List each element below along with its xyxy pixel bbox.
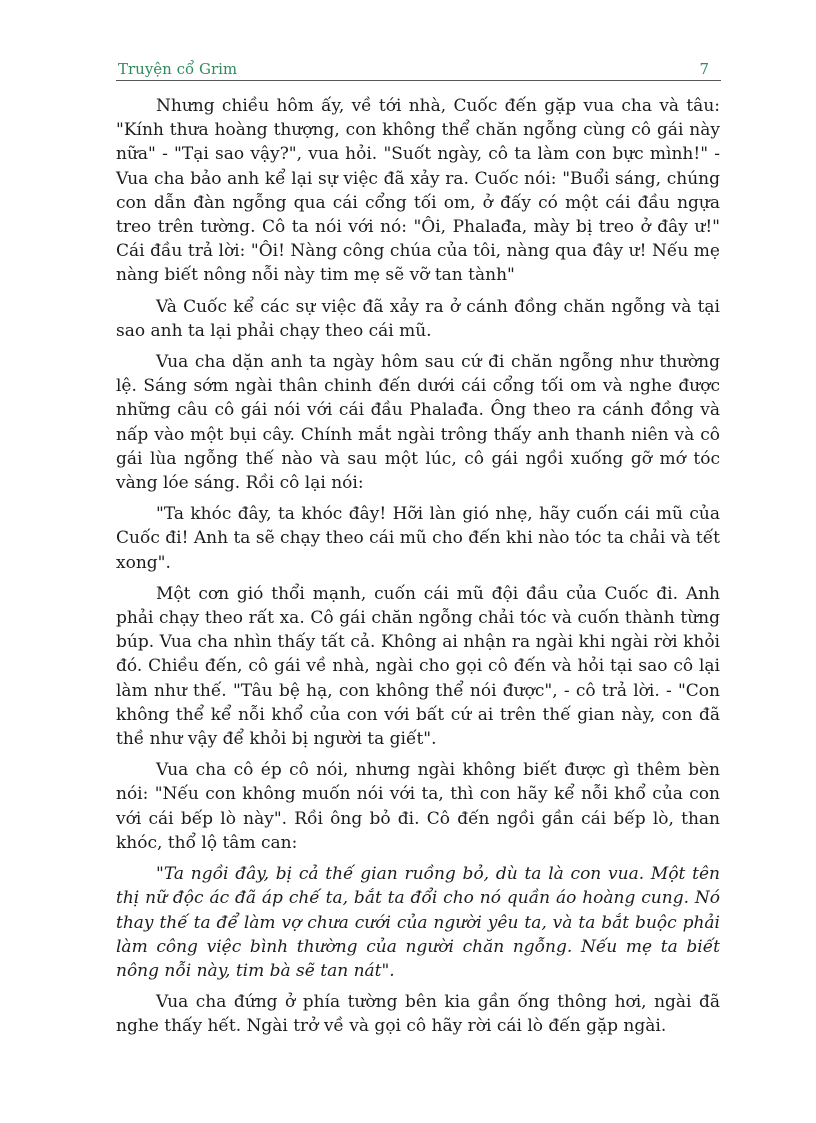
paragraph: Và Cuốc kể các sự việc đã xảy ra ở cánh đồng chăn ngỗng và tại sao anh ta lại phải chạy theo cái mũ. [116, 296, 720, 341]
book-title: Truyện cổ Grim [118, 60, 238, 78]
italic-lament-paragraph [116, 862, 720, 983]
paragraph: "Ta khóc đây, ta khóc đây! Hỡi làn gió nhẹ, hãy cuốn cái mũ của Cuốc đi! Anh ta sẽ chạy theo cái mũ cho đến khi nào tóc ta chải và tết xong". [116, 504, 720, 573]
paragraph: Vua cha dặn anh ta ngày hôm sau cứ đi chăn ngỗng như thường lệ. Sáng sớm ngài thân chinh đến dưới cái cổng tối om và nghe được những câu cô gái nói với cái đầu Phalađa. Ông theo ra cánh đồng và nấp vào một bụi cây. Chính mắt ngài trông thấy anh thanh niên và cô gái lùa ngỗng thế nào và sau một lúc, cô gái ngồi xuống gỡ mớ tóc vàng lóe sáng. Rồi cô lại nói: [116, 352, 720, 494]
lament-text: Ta ngồi đây, bị cả thế gian ruồng bỏ, dù ta là con vua. Một tên thị nữ độc ác đã áp chế ta, bắt ta đổi cho nó quần áo hoàng cung. Nó thay thế ta để làm vợ chưa cưới của người yêu ta, và ta bắt buộc phải làm công việc bình thường của người chăn ngỗng. Nếu mẹ ta biết nông nỗi này, tim bà sẽ tan nát". [116, 864, 720, 981]
paragraph: Vua cha đứng ở phía tường bên kia gần ống thông hơi, ngài đã nghe thấy hết. Ngài trở về và gọi cô hãy rời cái lò đến gặp ngài. [116, 992, 720, 1037]
paragraph: Nhưng chiều hôm ấy, về tới nhà, Cuốc đến gặp vua cha và tâu: "Kính thưa hoàng thượng, con không thể chăn ngỗng cùng cô gái này nữa" - "Tại sao vậy?", vua hỏi. "Suốt ngày, cô ta làm con bực mình!" - Vua cha bảo anh kể lại sự việc đã xảy ra. Cuốc nói: "Buổi sáng, chúng con dẫn đàn ngỗng qua cái cổng tối om, ở đấy có một cái đầu ngựa treo trên tường. Cô ta nói với nó: "Ôi, Phalađa, mày bị treo ở đây ư!" Cái đầu trả lời: "Ôi! Nàng công chúa của tôi, nàng qua đây ư! Nếu mẹ nàng biết nông nỗi này tim mẹ sẽ vỡ tan tành" [116, 96, 720, 286]
paragraph: Vua cha cô ép cô nói, nhưng ngài không biết được gì thêm bèn nói: "Nếu con không muốn nói với ta, thì con hãy kể nỗi khổ của con với cái bếp lò này". Rồi ông bỏ đi. Cô đến ngồi gần cái bếp lò, than khóc, thổ lộ tâm can: [116, 760, 720, 853]
page-number: 7 [699, 60, 709, 78]
open-quote: " [156, 864, 164, 885]
paragraph: Một cơn gió thổi mạnh, cuốn cái mũ đội đầu của Cuốc đi. Anh phải chạy theo rất xa. Cô gái chăn ngỗng chải tóc và cuốn thành từng búp. Vua cha nhìn thấy tất cả. Không ai nhận ra ngài khi ngài rời khỏi đó. Chiều đến, cô gái về nhà, ngài cho gọi cô đến và hỏi tại sao cô lại làm như thế. "Tâu bệ hạ, con không thể nói được", - cô trả lời. - "Con không thể kể nỗi khổ của con với bất cứ ai trên thế gian này, con đã thề như vậy để khỏi bị người ta giết". [116, 583, 720, 750]
running-header [116, 58, 721, 81]
body-text [116, 94, 720, 1046]
